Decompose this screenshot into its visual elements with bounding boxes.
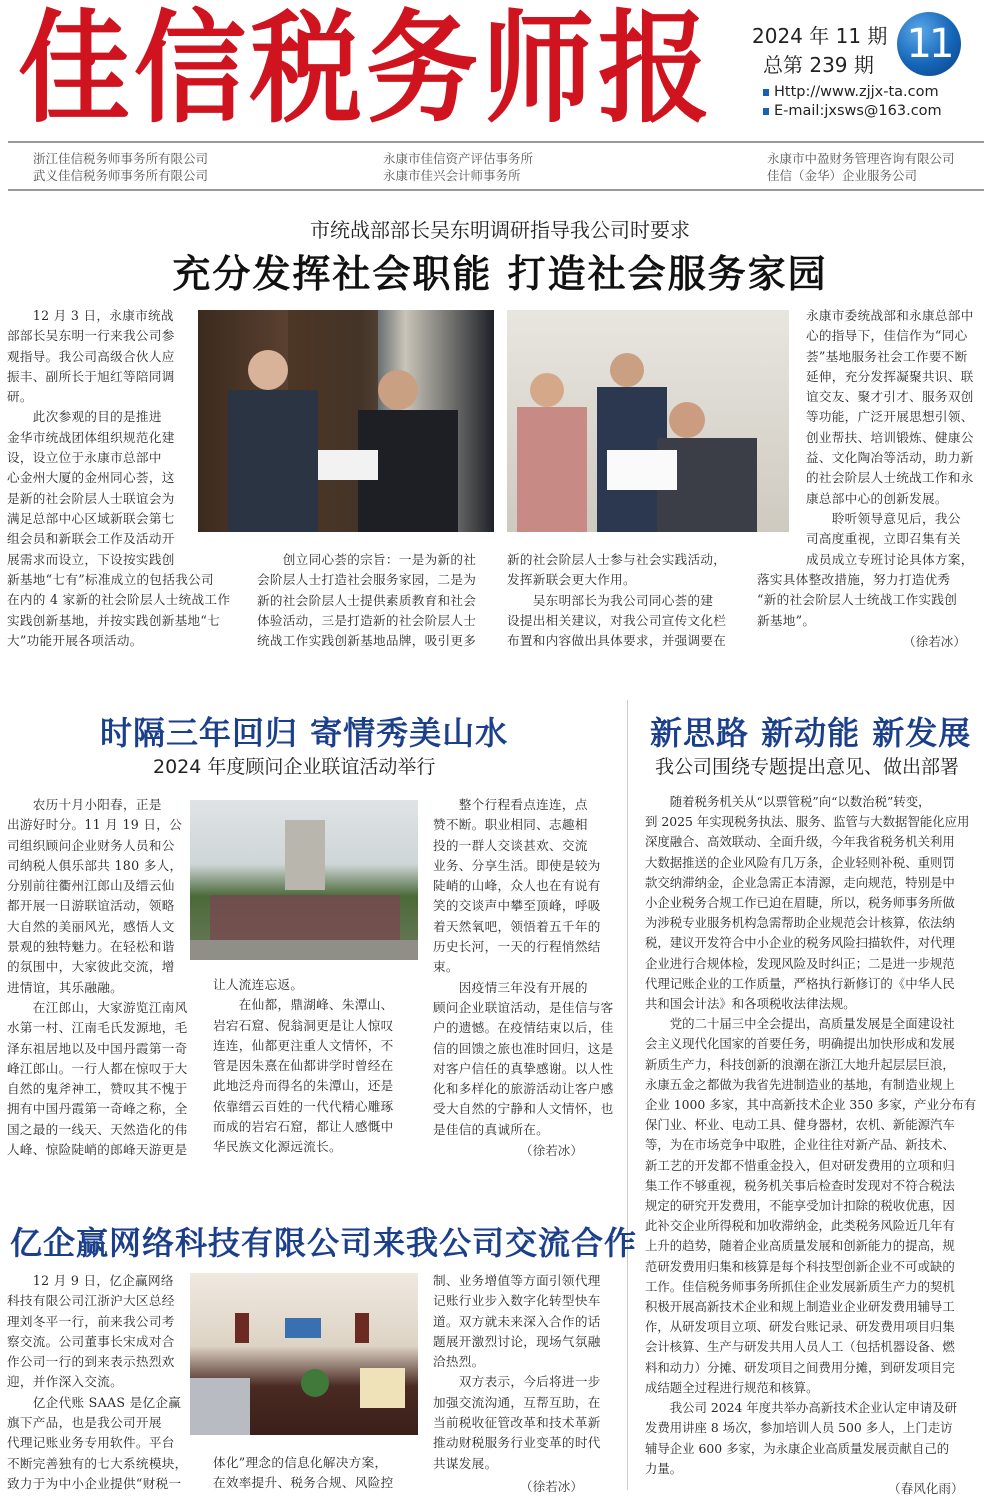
column-divider [627,700,628,1490]
exchange-col3: 制、业务增值等方面引领代理 记账行业步入数字化转型快车 道。双方就未来深入合作的话 题展开激烈讨论，现场气氛融 洽热烈。 双方表示，今后将进一步 加强交流沟通，互帮互助，在 当前税收征管改革和技术革新 推动财税服务行业变革的时代 共谋发展。 [433,1273,601,1471]
issue-number: 2024 年 11 期 [752,24,888,48]
exchange-headline: 亿企赢网络科技有限公司来我公司交流合作 [10,1224,638,1262]
policy-author: （春风化雨） [888,1481,964,1496]
sponsor-group-3: 永康市中盈财务管理咨询有限公司 佳信（金华）企业服务公司 [767,151,955,183]
photo-bookshelf-meeting-image [198,310,494,532]
website-line [763,84,939,100]
trip-col3: 整个行程看点连连，点 赞不断。职业相同、志趣相 投的一群人交谈甚欢、交流 业务、分享生活。即使是较为 陡峭的山峰，众人也在有说有 笑的交谈声中攀至顶峰，呼吸 着天然氧吧，领悟着五千年的 历史长河，一天的行程悄然结 束。 因疫情三年没有开展的 顾问企业联谊活动，是佳信与客 户的遗憾。在疫情结束以后，佳 信的回馈之旅也准时回归，这是 对客户信任的真挚感谢。以人性 化和多样化的旅游活动让客户感 受大自然的宁静和人文情怀，也 是佳信的真诚所在。 [433,797,614,1137]
website-link[interactable]: Http://www.zjjx-ta.com [774,84,939,100]
lead-col4-top: 永康市委统战部和永康总部中 心的指导下，佳信作为“同心 荟”基地服务社会工作要不断 延伸，充分发挥凝聚共识、联 谊交友、聚才引才、服务双创 等功能，广泛开展思想引领、 创业帮扶、培训锻炼、健康公 益、文化陶冶等活动，助力新 的社会阶层人士统战工作和永 康总部中心的创新发展。 聆听领导意见后，我公 司高度重视，立即召集有关 成员成立专班讨论具体方案， [806,308,974,567]
exchange-col1: 12 月 9 日，亿企赢网络 科技有限公司江浙沪大区总经 理刘冬平一行，前来我公司考 察交流。公司董事长宋成对合 作公司一行的到来表示热烈欢 迎，并作深入交流。 亿企代账 SAAS 是亿企赢 旗下产品，也是我公司开展 代理记账业务专用软件。平台 不断完善独有的七大系统模块， 致力于为中小企业提供“财税一 [7,1273,188,1491]
exchange-photo [190,1273,418,1435]
photo-group-reading-image [507,310,789,532]
trip-col1: 农历十月小阳春，正是 出游好时分。11 月 19 日，公 司组织顾问企业财务人员和公 司纳税人俱乐部共 180 多人， 分别前往衢州江郎山及缙云仙 都开展一日游联谊活动，领略 大自然的美丽风光，感悟人文 景观的独特魅力。在轻松和谐 的氛围中，大家彼此交流，增 进情谊，其乐融融。 在江郎山，大家游览江南风 水第一村、江南毛氏发源地，毛 泽东祖居地以及中国丹霞第一奇 峰江郎山。一行人都在惊叹于大 自然的鬼斧神工，赞叹其不愧于 拥有中国丹霞第一奇峰之称，全 国之最的一线天、天然造化的伟 人峰、惊险陡峭的郎峰天游更是 [7,797,188,1158]
bullet-square-icon [763,108,769,115]
total-issue-number: 总第 239 期 [763,53,874,77]
lead-col2: 创立同心荟的宗旨：一是为新的社 会阶层人士打造社会服务家园，二是为 新的社会阶层人士提供素质教育和社会 体验活动，三是打造新的社会阶层人士 统战工作实践创新基地品牌，吸引更多 [257,552,477,649]
exchange-col2: 体化”理念的信息化解决方案， 在效率提升、税务合规、风险控 [213,1455,394,1491]
lead-author: （徐若冰） [903,634,966,649]
lead-col3: 新的社会阶层人士参与社会实践活动， 发挥新联会更大作用。 吴东明部长为我公司同心荟的建 设提出相关建议，对我公司宣传文化栏 布置和内容做出具体要求，并强调要在 [507,552,727,649]
lead-col4-bottom: 落实具体整改措施，努力打造优秀 “新的社会阶层人士统战工作实践创 新基地”。 [757,572,958,628]
lead-headline: 充分发挥社会职能 打造社会服务家园 [172,252,828,296]
trip-subhead: 2024 年度顾问企业联谊活动举行 [153,756,436,778]
sponsor-group-1: 浙江佳信税务师事务所有限公司 武义佳信税务师事务所有限公司 [33,151,209,183]
photo-conference-room-image [190,1273,418,1435]
exchange-author: （徐若冰） [520,1479,583,1494]
policy-subhead: 我公司围绕专题提出意见、做出部署 [655,756,960,778]
masthead-divider [8,141,984,143]
issue-badge: 11 [897,12,961,76]
trip-col2: 让人流连忘返。 在仙都，鼎湖峰、朱潭山、 岩宕石窟、倪翁洞更是让人惊叹 连连，仙都更注重人文情怀，不 管是因朱熹在仙都讲学时曾经在 此地泛舟而得名的朱潭山，还是 依靠缙云百姓的一代代精心雕琢 而成的岩宕石窟，都让人感慨中 华民族文化源远流长。 [213,977,394,1155]
lead-photo-1 [198,310,494,532]
trip-headline: 时隔三年回归 寄情秀美山水 [100,714,509,752]
photo-group-mountain-image [190,800,418,960]
lead-col1-bottom: 新基地“七有”标准成立的包括我公司 在内的 4 家新的社会阶层人士统战工作 实践创新基地，并按实践创新基地“七 大”功能开展各项活动。 [7,572,231,648]
bullet-square-icon [763,89,769,96]
sponsor-divider [8,189,984,191]
trip-photo [190,800,418,960]
policy-headline: 新思路 新动能 新发展 [650,714,972,752]
newspaper-masthead-title: 佳信税务师报 [18,0,714,140]
lead-col1-top: 12 月 3 日，永康市统战 部部长吴东明一行来我公司参 观指导。我公司高级合伙人应 振丰、副所长于旭红等陪同调 研。 此次参观的目的是推进 金华市统战团体组织规范化建 设，设立位于永康市总部中 心金州大厦的金州同心荟，这 是新的社会阶层人士联谊会为 满足总部中心区域新联会第七 组会员和新联会工作及活动开 展需求而设立，下设按实践创 [7,308,175,567]
policy-body: 随着税务机关从“以票管税”向“以数治税”转变， 到 2025 年实现税务执法、服务、监管与大数据智能化应用 深度融合、高效联动、全面升级，今年我省税务机关利用 大数据推送的企业风险有几万条，企业轻则补税、重则罚 款交纳滞纳金，企业急需正本清源，走向规范，特别是中 小企业税务合规工作已迫在眉睫，所以，税务师事务所做 为涉税专业服务机构急需帮助企业规范会计核算，依法纳 税，建议开发符合中小企业的税务风险扫描软件，对代理 企业进行合规体检，发现风险及时纠正；二是进一步规范 代理记账企业的工作质量，严格执行新修订的《中华人民 共和国会计法》和各项税收法律法规。 党的二十届三中全会提出，高质量发展是全面建设社 会主义现代化国家的首要任务，明确提出加快形成和发展 新质生产力，科技创新的浪潮在浙江大地升起层层巨浪， 永康五金之都做为我省先进制造业的基地，有制造业规上 企业 1000 多家，其中高新技术企业 350 多家，产业分布有 保门业、杯业、电动工具、健身器材，农机、新能源汽车 等，为在市场竞争中取胜，企业往往对新产品、新技术、 新工艺的开发都不惜重金投入，但对研发费用的立项和归 集工作不够重视，税务机关事后检查时发现对不符合税法 规定的研究开发费用，不能享受加计扣除的税收优惠，因 此补交企业所得税和加收滞纳金，此类税务风险近几年有 上升的趋势，随着企业高质量发展和创新能力的提高，规 范研发费用归集和核算是每个科技型创新企业不可或缺的 工作。佳信税务师事务所抓住企业发展新质生产力的契机 积极开展高新技术企业和规上制造业企业研发费用辅导工 作，从研发项目立项、研发台账记录、研发费用项目归集 会计核算、生产与研发共用人员人工（包括机器设备、燃 料和动力）分摊、研发项目之间费用分摊，到研发项目完 成结题全过程进行规范和核算。 我公司 2024 年度共举办高新技术企业认定申请及研 发费用讲座 8 场次，参加培训人员 500 多人，上门走访 辅导企业 600 多家，为永康企业高质量发展贡献自己的 力量。 [645,794,977,1476]
email-link[interactable]: E-mail:jxsws@163.com [774,103,942,119]
lead-kicker: 市统战部部长吴东明调研指导我公司时要求 [310,218,690,242]
lead-photo-2 [507,310,789,532]
trip-author: （徐若冰） [520,1143,583,1158]
sponsor-group-2: 永康市佳信资产评估事务所 永康市佳兴会计师事务所 [383,151,534,183]
email-line [763,103,942,119]
